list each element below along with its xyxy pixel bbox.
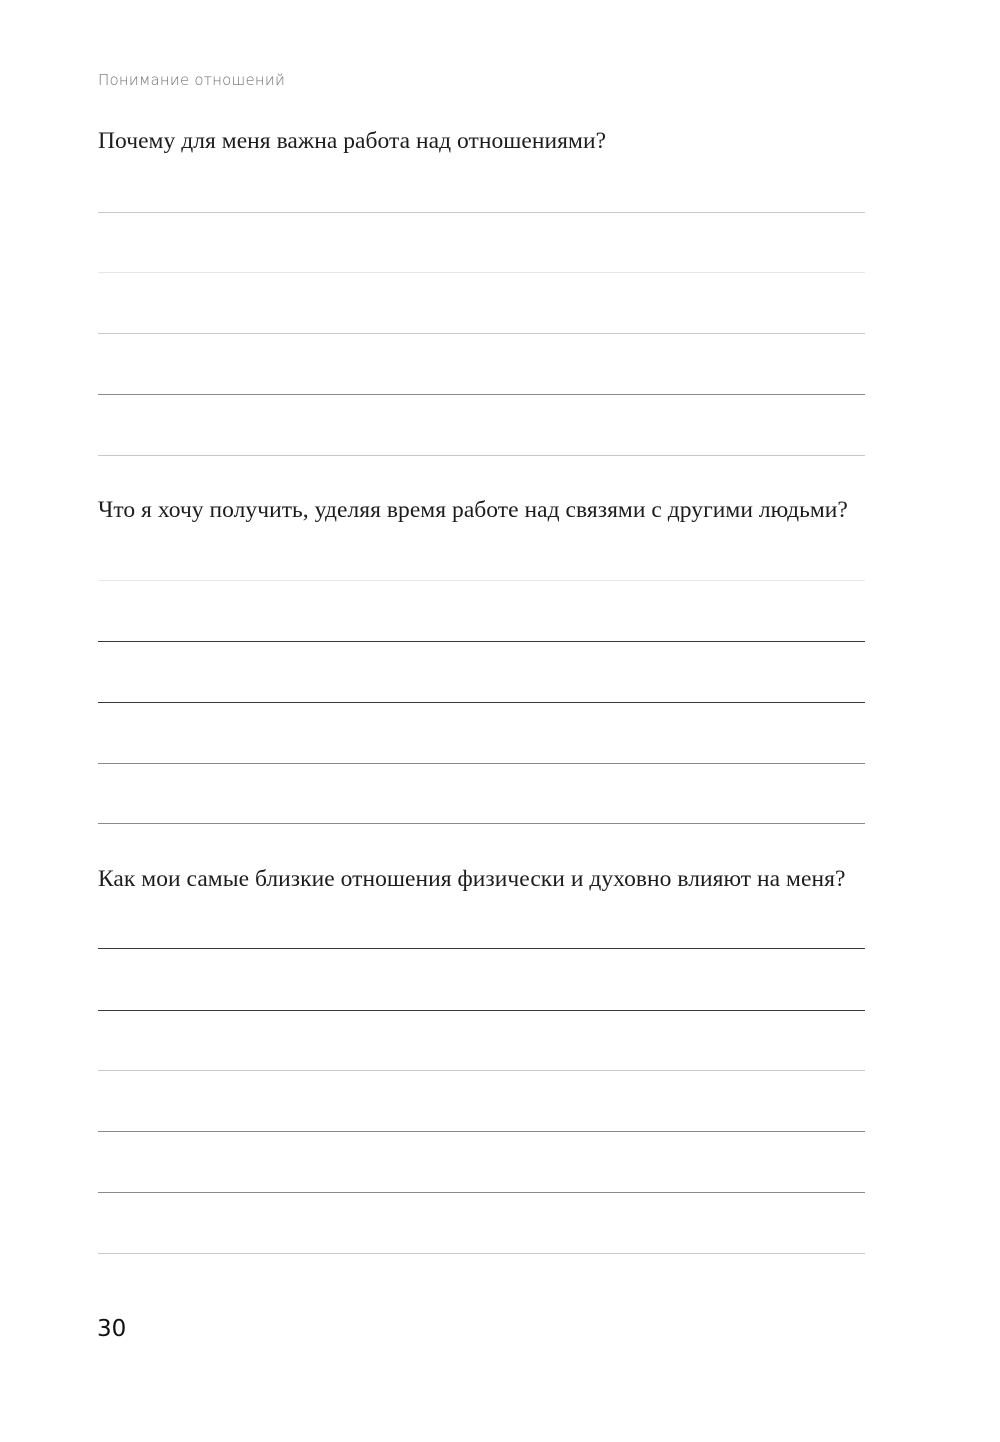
answer-line[interactable] [98,580,865,581]
answer-line[interactable] [98,333,865,334]
answer-line[interactable] [98,455,865,456]
page-number: 30 [97,1316,127,1342]
answer-line[interactable] [98,823,865,824]
answer-line[interactable] [98,641,865,642]
answer-line[interactable] [98,1192,865,1193]
answer-line[interactable] [98,272,865,273]
answer-line[interactable] [98,394,865,395]
answer-line[interactable] [98,763,865,764]
question-3: Как мои самые близкие отношения физически и духовно влияют на меня? [98,866,846,892]
answer-line[interactable] [98,1131,865,1132]
answer-line[interactable] [98,1070,865,1071]
answer-line[interactable] [98,948,865,949]
question-2: Что я хочу получить, уделяя время работе над связями с другими людьми? [98,497,848,523]
running-header: Понимание отношений [98,71,286,89]
question-1: Почему для меня важна работа над отношениями? [98,128,607,154]
answer-line[interactable] [98,1010,865,1011]
answer-line[interactable] [98,702,865,703]
answer-line[interactable] [98,1253,865,1254]
answer-line[interactable] [98,212,865,213]
